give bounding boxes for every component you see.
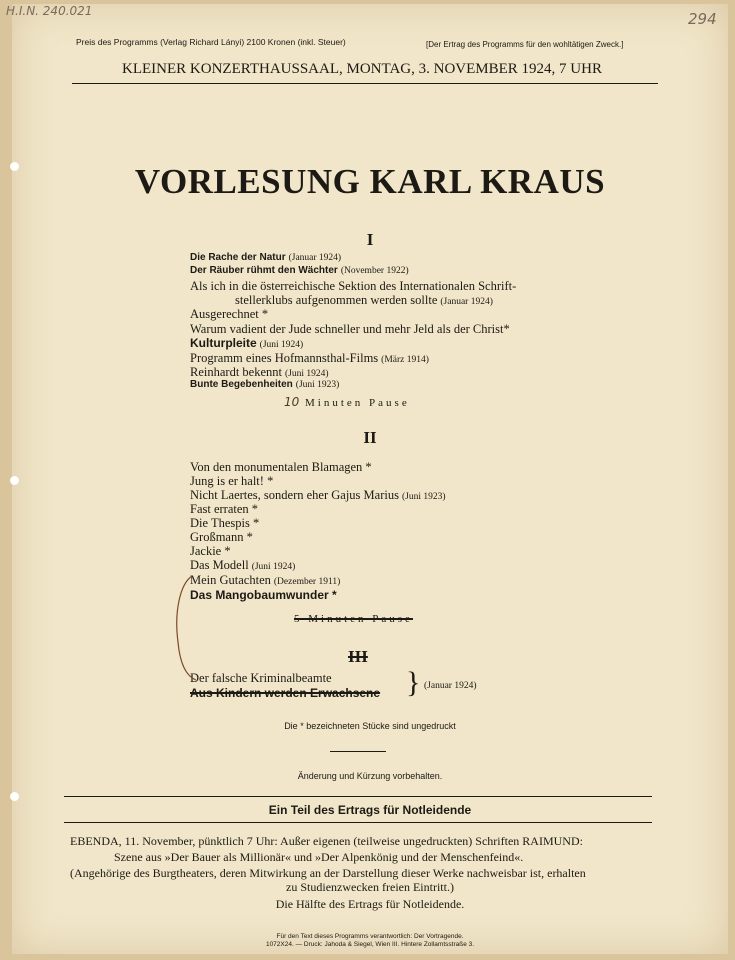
- banner-rule-bottom: [64, 822, 652, 823]
- program-item: stellerklubs aufgenommen werden sollte (Januar 1924): [235, 293, 493, 307]
- program-item: Die Rache der Natur (Januar 1924): [190, 252, 342, 263]
- venue-line: KLEINER KONZERTHAUSSAAL, MONTAG, 3. NOVEMBER 1924, 7 UHR: [122, 61, 602, 77]
- program-item: Das Modell (Juni 1924): [190, 558, 296, 572]
- program-item: Als ich in die österreichische Sektion des Internationalen Schrift-: [190, 279, 517, 293]
- announcement-line: zu Studienzwecken freien Eintritt.): [286, 880, 454, 894]
- page-title: VORLESUNG KARL KRAUS: [134, 162, 606, 201]
- punch-hole: [10, 476, 19, 485]
- program-item: Warum vadient der Jude schneller und mehr Jeld als der Christ*: [190, 322, 510, 336]
- program-item: Die Thespis *: [190, 516, 260, 530]
- proceeds-note: [Der Ertrag des Programms für den wohltätigen Zweck.]: [426, 40, 624, 49]
- announcement-line: (Angehörige des Burgtheaters, deren Mitwirkung an der Darstellung dieser Werke nachweisbar ist, erhalten: [70, 866, 586, 880]
- banner-rule-top: [64, 796, 652, 797]
- footer-line: 1072X24. — Druck: Jahoda & Siegel, Wien III. Hintere Zollamtsstraße 3.: [265, 941, 475, 948]
- note-changes: Änderung und Kürzung vorbehalten.: [297, 771, 443, 781]
- punch-hole: [10, 792, 19, 801]
- announcement-line: EBENDA, 11. November, pünktlich 7 Uhr: Außer eigenen (teilweise ungedruckten) Schriften RAIMUND:: [70, 834, 583, 848]
- program-item: Nicht Laertes, sondern eher Gajus Marius (Juni 1923): [190, 488, 446, 502]
- program-item: Reinhardt bekennt (Juni 1924): [190, 365, 329, 379]
- program-item: Der Räuber rühmt den Wächter (November 1922): [190, 265, 409, 276]
- program-item: Jung is er halt! *: [190, 474, 274, 488]
- program-sheet: [6, 4, 728, 954]
- pencil-bracket: [172, 572, 212, 682]
- program-item: Bunte Begebenheiten (Juni 1923): [190, 379, 340, 390]
- note-unpublished: Die * bezeichneten Stücke sind ungedruckt: [284, 721, 456, 731]
- program-item: Ausgerechnet *: [190, 307, 269, 321]
- part3-date: (Januar 1924): [424, 681, 477, 691]
- proceeds-banner: Ein Teil des Ertrags für Notleidende: [268, 803, 472, 817]
- program-item: Mein Gutachten (Dezember 1911): [190, 573, 341, 587]
- program-item: Großmann *: [190, 530, 253, 544]
- program-item: Der falsche Kriminalbeamte: [190, 671, 332, 685]
- program-item: Das Mangobaumwunder *: [190, 588, 337, 602]
- program-item: Jackie *: [190, 544, 231, 558]
- archive-mark: H.I.N. 240.021: [6, 4, 93, 18]
- short-rule: [330, 751, 386, 752]
- part-numeral-2: II: [363, 428, 377, 447]
- program-item: Aus Kindern werden Erwachsene: [190, 686, 381, 700]
- header-rule: [72, 83, 658, 84]
- part-numeral-3: III: [348, 647, 368, 666]
- pause-2: 5 Minuten Pause: [294, 613, 413, 625]
- part-numeral-1: I: [366, 230, 374, 249]
- program-item: Kulturpleite (Juni 1924): [190, 336, 304, 350]
- brace: }: [406, 666, 421, 699]
- program-item: Programm eines Hofmannsthal-Films (März 1914): [190, 351, 429, 365]
- pause-1: 10 Minuten Pause: [284, 395, 410, 409]
- program-item: Fast erraten *: [190, 502, 259, 516]
- page-number: 294: [688, 10, 717, 28]
- program-item: Von den monumentalen Blamagen *: [190, 460, 372, 474]
- announcement-line: Szene aus »Der Bauer als Millionär« und »Der Alpenkönig und der Menschenfeind«.: [114, 850, 524, 864]
- announcement-line: Die Hälfte des Ertrags für Notleidende.: [275, 897, 465, 911]
- footer-line: Für den Text dieses Programms verantwortlich: Der Vortragende.: [276, 933, 464, 940]
- price-note: Preis des Programms (Verlag Richard Lányi) 2100 Kronen (inkl. Steuer): [76, 37, 346, 47]
